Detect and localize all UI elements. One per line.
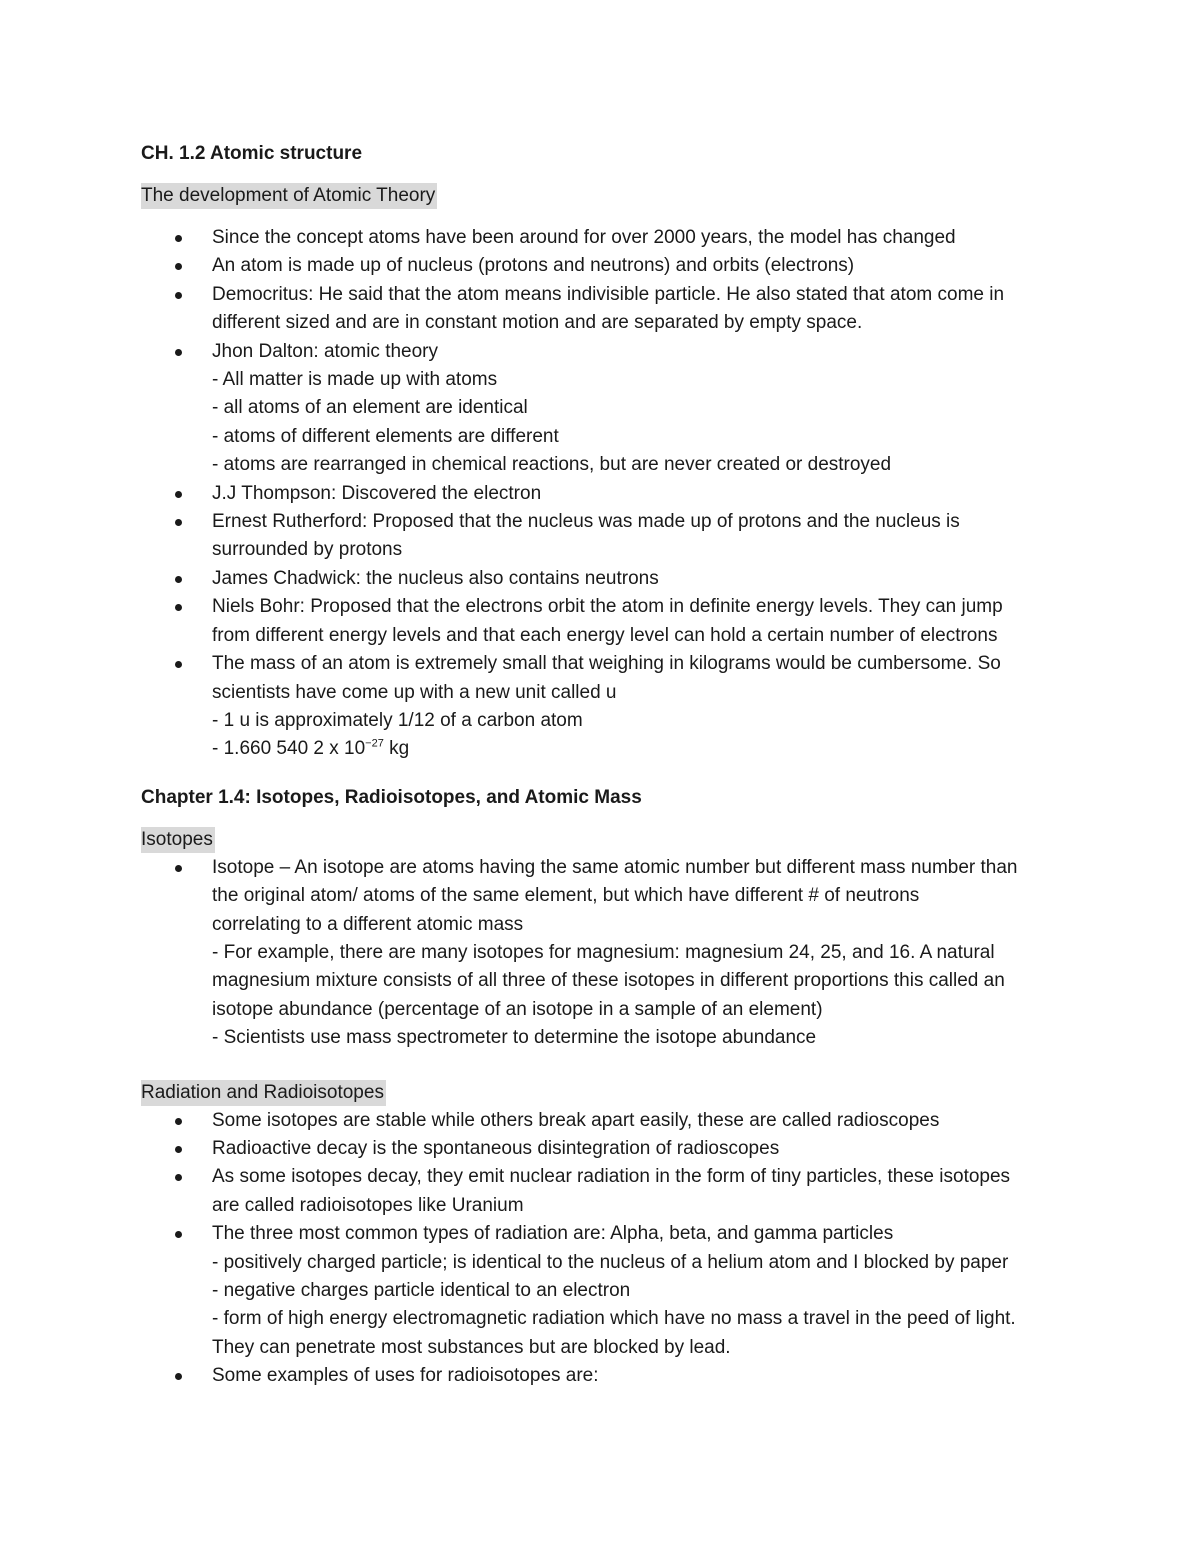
list-item-text: Jhon Dalton: atomic theory: [212, 340, 439, 362]
list-item-text: are called radioisotopes like Uranium: [212, 1194, 524, 1216]
list-item: [141, 1163, 1071, 1220]
bullet-icon: [175, 235, 182, 242]
bullet-icon: [175, 491, 182, 498]
list-item: [141, 281, 1071, 338]
list-item: [141, 1107, 1071, 1135]
list-item-text: James Chadwick: the nucleus also contains neutrons: [212, 567, 659, 589]
list-item-text: scientists have come up with a new unit called u: [212, 681, 617, 703]
list-item-text: - positively charged particle; is identical to the nucleus of a helium atom and I blocked by paper: [212, 1251, 1009, 1273]
list-item: [141, 480, 1071, 508]
section-heading: CH. 1.2 Atomic structure: [141, 143, 363, 164]
list-item-text: surrounded by protons: [212, 539, 403, 561]
list-item-text: Isotope – An isotope are atoms having the same atomic number but different mass number than: [212, 856, 1018, 878]
bullet-icon: [175, 1146, 182, 1153]
bullet-list: [141, 224, 1071, 764]
bullet-icon: [175, 1373, 182, 1380]
document-page: [141, 140, 1071, 1391]
list-item-text: different sized and are in constant motion and are separated by empty space.: [212, 312, 863, 334]
subheading-wrapper: [141, 182, 1071, 210]
list-item-text: - atoms are rearranged in chemical reactions, but are never created or destroyed: [212, 454, 892, 476]
list-item-text: Niels Bohr: Proposed that the electrons orbit the atom in definite energy levels. They can jump: [212, 596, 1003, 618]
bullet-icon: [175, 349, 182, 356]
bullet-icon: [175, 263, 182, 270]
list-item-text: They can penetrate most substances but are blocked by lead.: [212, 1336, 731, 1358]
list-item-text: the original atom/ atoms of the same element, but which have different # of neutrons: [212, 885, 920, 907]
bullet-icon: [175, 604, 182, 611]
list-item: [141, 565, 1071, 593]
section-subheading: Radiation and Radioisotopes: [141, 1080, 386, 1106]
mass-value-unit: kg: [383, 738, 410, 760]
list-item: [141, 1220, 1071, 1362]
list-item: [141, 1135, 1071, 1163]
list-item: [141, 224, 1071, 252]
list-item-text: - atoms of different elements are different: [212, 425, 559, 447]
bullet-icon: [175, 1231, 182, 1238]
list-item-text: - All matter is made up with atoms: [212, 369, 498, 391]
mass-value-line: [212, 735, 1071, 763]
mass-value-prefix: - 1.660 540 2 x 10: [212, 738, 366, 760]
list-item: [141, 508, 1071, 565]
list-item-text: from different energy levels and that each energy level can hold a certain number of electrons: [212, 624, 998, 646]
list-item-text: correlating to a different atomic mass: [212, 913, 524, 935]
list-item-text: J.J Thompson: Discovered the electron: [212, 482, 542, 504]
list-item-text: - For example, there are many isotopes for magnesium: magnesium 24, 25, and 16. A natural: [212, 941, 995, 963]
list-item-text: Since the concept atoms have been around for over 2000 years, the model has changed: [212, 227, 956, 248]
list-item-text: Some examples of uses for radioisotopes are:: [212, 1365, 599, 1387]
list-item-text: - all atoms of an element are identical: [212, 397, 528, 419]
section-subheading: The development of Atomic Theory: [141, 183, 437, 209]
list-item-text: Radioactive decay is the spontaneous disintegration of radioscopes: [212, 1137, 780, 1159]
list-item-text: The three most common types of radiation are: Alpha, beta, and gamma particles: [212, 1223, 894, 1245]
subheading-wrapper: [141, 826, 1071, 854]
list-item-text: The mass of an atom is extremely small that weighing in kilograms would be cumbersome. So: [212, 653, 1001, 675]
bullet-icon: [175, 1118, 182, 1125]
list-item: [141, 593, 1071, 650]
list-item-text: Some isotopes are stable while others break apart easily, these are called radioscopes: [212, 1109, 940, 1131]
list-item-text: Democritus: He said that the atom means indivisible particle. He also stated that atom come in: [212, 283, 1005, 305]
list-item: [141, 854, 1071, 1053]
list-item-text: magnesium mixture consists of all three of these isotopes in different proportions this called an: [212, 970, 1005, 992]
subheading-wrapper: [141, 1079, 1071, 1107]
list-item-text: - form of high energy electromagnetic radiation which have no mass a travel in the peed of light.: [212, 1308, 1016, 1330]
list-item: [141, 650, 1071, 764]
list-item: [141, 252, 1071, 280]
bullet-icon: [175, 865, 182, 872]
bullet-icon: [175, 1174, 182, 1181]
list-item-text: - 1 u is approximately 1/12 of a carbon atom: [212, 709, 583, 731]
list-item-text: isotope abundance (percentage of an isotope in a sample of an element): [212, 998, 823, 1020]
bullet-list: [141, 1107, 1071, 1391]
mass-value-exponent: −27: [365, 737, 384, 750]
bullet-icon: [175, 661, 182, 668]
list-item: [141, 1362, 1071, 1390]
bullet-icon: [175, 292, 182, 299]
list-item-text: Ernest Rutherford: Proposed that the nucleus was made up of protons and the nucleus is: [212, 511, 960, 533]
list-item: [141, 338, 1071, 480]
list-item-text: As some isotopes decay, they emit nuclear radiation in the form of tiny particles, these isotopes: [212, 1166, 1011, 1188]
bullet-icon: [175, 576, 182, 583]
list-item-text: - negative charges particle identical to an electron: [212, 1280, 631, 1301]
list-item-text: An atom is made up of nucleus (protons and neutrons) and orbits (electrons): [212, 255, 855, 277]
section-subheading: Isotopes: [141, 827, 215, 853]
list-item-text: - Scientists use mass spectrometer to determine the isotope abundance: [212, 1027, 817, 1049]
bullet-list: [141, 854, 1071, 1053]
section-heading: Chapter 1.4: Isotopes, Radioisotopes, and Atomic Mass: [141, 786, 642, 808]
bullet-icon: [175, 519, 182, 526]
